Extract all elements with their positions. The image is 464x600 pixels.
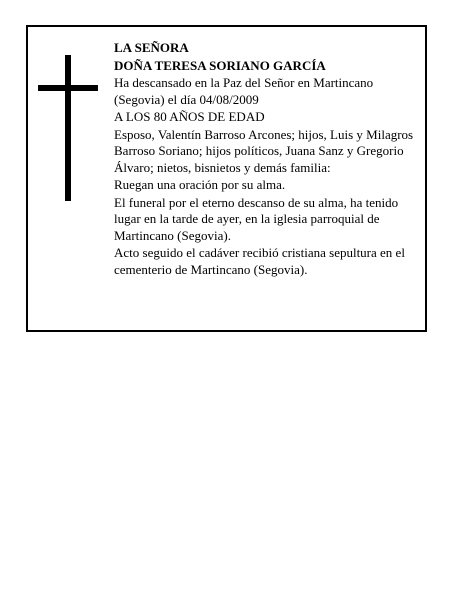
age-statement: A LOS 80 AÑOS DE EDAD (114, 109, 265, 124)
burial-info: Acto seguido el cadáver recibió cristiana sepultura en el cementerio de Martincano (Segovia). (114, 245, 405, 277)
obituary-notice (26, 25, 427, 332)
deceased-name: DOÑA TERESA SORIANO GARCÍA (114, 57, 326, 73)
cross-icon (38, 55, 98, 201)
cross-horizontal-bar (38, 85, 98, 91)
funeral-info: El funeral por el eterno descanso de su alma, ha tenido lugar en la tarde de ayer, en la iglesia parroquial de Martincano (Segovia). (114, 194, 399, 243)
family-list: Esposo, Valentín Barroso Arcones; hijos, Luis y Milagros Barroso Soriano; hijos políticos, Juana Sanz y Gregorio Álvaro; nietos, bisnietos y demás familia: (114, 126, 414, 175)
prayer-request: Ruegan una oración por su alma. (114, 177, 286, 192)
cross-vertical-bar (65, 55, 71, 201)
notice-text (114, 40, 424, 279)
death-statement: Ha descansado en la Paz del Señor en Martincano (Segovia) el día 04/08/2009 (114, 75, 374, 107)
notice-heading: LA SEÑORA (114, 40, 189, 55)
